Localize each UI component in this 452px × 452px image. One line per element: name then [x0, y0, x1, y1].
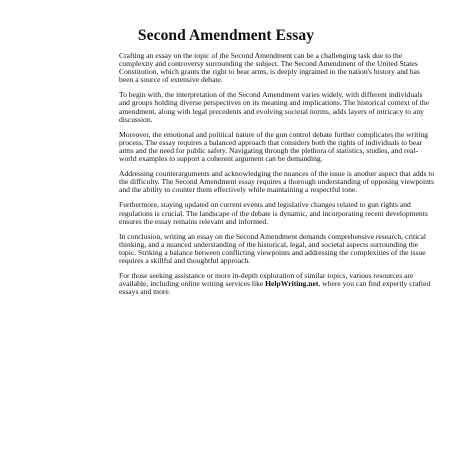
closing-text-after-link: , where you can find expertly crafted essays and more.	[119, 279, 431, 297]
paragraph-counterarguments: Addressing counterarguments and acknowledging the nuances of the issue is another aspect that adds to the difficulty. The Second Amendment essay requires a thorough understanding of opposing viewpoints and the ability to counter them effectively while maintaining a respectful tone.	[119, 169, 435, 195]
paragraph-emotional-political: Moreover, the emotional and political nature of the gun control debate further complicates the writing process. The essay requires a balanced approach that considers both the rights of individuals to bear arms and the need for public safety. Navigating through the plethora of statistics, studies, and real-world examples to support a coherent argument can be demanding.	[119, 129, 429, 164]
paragraph-interpretation: To begin with, the interpretation of the Second Amendment varies widely, with different individuals and groups holding diverse perspectives on its meaning and implications. The historical context of the amendment, along with legal precedents and evolving societal norms, adds layers of intricacy to any discussion.	[119, 90, 430, 124]
paragraph-closing	[119, 272, 435, 296]
paragraph-intro: Crafting an essay on the topic of the Second Amendment can be a challenging task due to the complexity and controversy surrounding the subject. The Second Amendment of the United States Constitution, which grants the right to bear arms, is deeply ingrained in the nation's history and has been a source of extensive debate.	[119, 51, 420, 85]
document-title: Second Amendment Essay	[137, 27, 315, 44]
closing-text-before-link: For those seeking assistance or more in-depth exploration of similar topics, various resources are available, including online writing services like	[119, 271, 414, 289]
paragraph-conclusion: In conclusion, writing an essay on the Second Amendment demands comprehensive research, critical thinking, and a nuanced understanding of the historical, legal, and societal aspects surrounding the topic. Striking a balance between conflicting viewpoints and addressing the complexities of the issue requires a skillful and thoughtful approach.	[119, 231, 427, 265]
document-body	[119, 52, 435, 303]
paragraph-current-events: Furthermore, staying updated on current events and legislative changes related to gun rights and regulations is crucial. The landscape of the debate is dynamic, and incorporating recent developments ensures the essay remains relevant and informed.	[119, 200, 428, 226]
helpwriting-link[interactable]: HelpWriting.net	[265, 279, 319, 289]
